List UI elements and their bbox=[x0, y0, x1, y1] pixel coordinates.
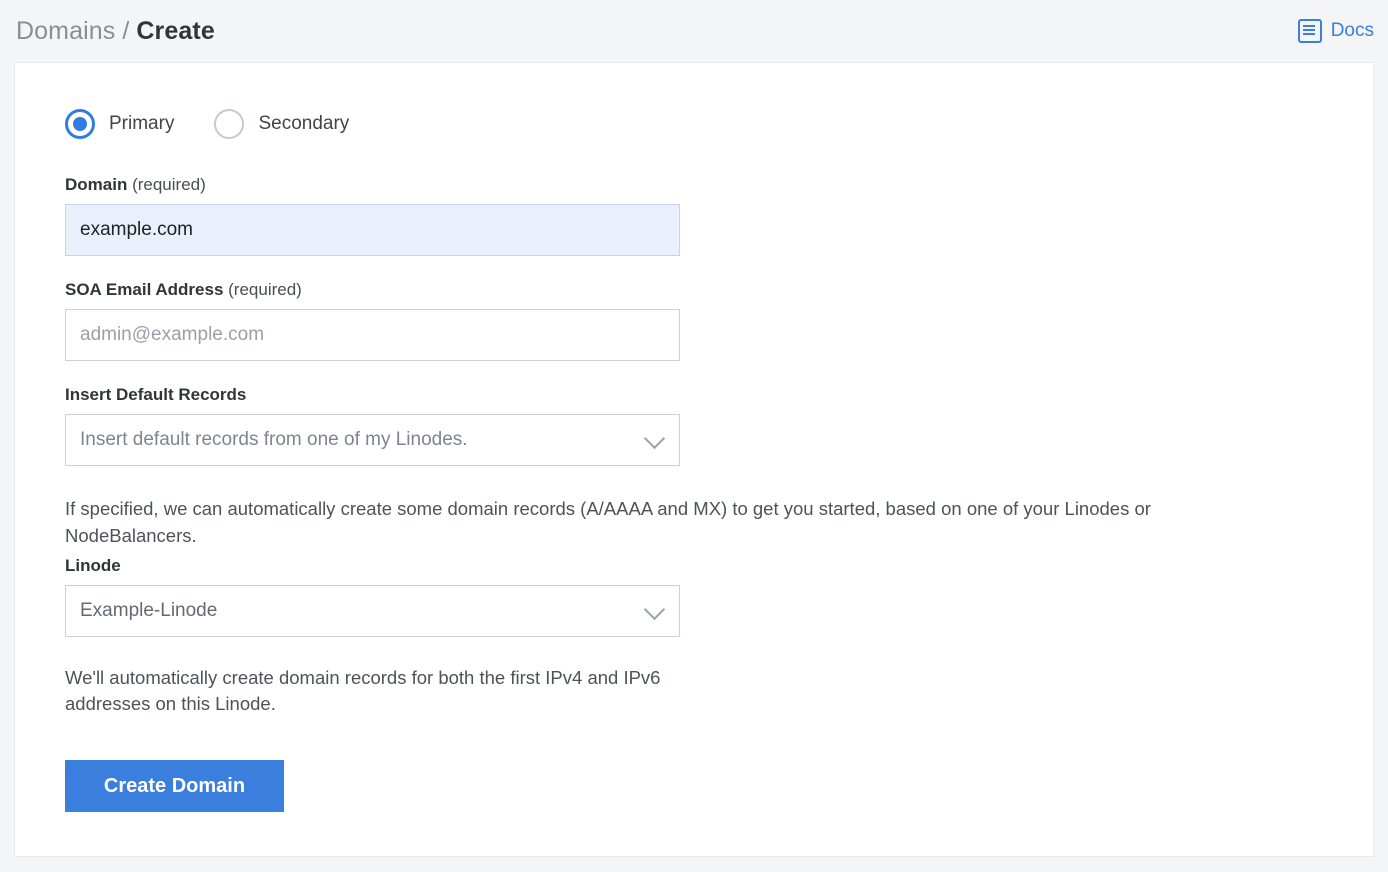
linode-select[interactable]: Example-Linode bbox=[65, 585, 680, 637]
soa-email-input[interactable] bbox=[65, 309, 680, 361]
radio-secondary-icon[interactable] bbox=[214, 109, 244, 139]
domain-field bbox=[65, 175, 1373, 256]
domain-required-text: (required) bbox=[132, 175, 206, 194]
insert-default-records-select-wrap bbox=[65, 414, 680, 466]
domain-input[interactable] bbox=[65, 204, 680, 256]
docs-link[interactable] bbox=[1298, 19, 1374, 43]
linode-help: We'll automatically create domain records for both the first IPv4 and IPv6 addresses on this Linode. bbox=[65, 666, 661, 715]
breadcrumb bbox=[16, 17, 215, 46]
soa-email-label-text: SOA Email Address bbox=[65, 280, 224, 299]
create-domain-button[interactable]: Create Domain bbox=[65, 760, 284, 812]
linode-select-wrap bbox=[65, 585, 680, 637]
breadcrumb-domains-link[interactable]: Domains bbox=[16, 16, 116, 45]
domain-type-radio-group bbox=[65, 109, 1373, 139]
radio-primary-label: Primary bbox=[109, 113, 175, 134]
soa-email-label bbox=[65, 280, 1373, 300]
linode-label: Linode bbox=[65, 555, 121, 575]
breadcrumb-current: Create bbox=[136, 16, 215, 45]
radio-primary-icon[interactable] bbox=[65, 109, 95, 139]
insert-default-records-field bbox=[65, 385, 1373, 466]
radio-secondary-label: Secondary bbox=[258, 113, 350, 134]
insert-default-records-select[interactable]: Insert default records from one of my Linodes. bbox=[65, 414, 680, 466]
radio-option-primary[interactable] bbox=[65, 109, 174, 139]
page-header bbox=[0, 0, 1388, 62]
document-icon bbox=[1298, 19, 1322, 43]
soa-email-required-text: (required) bbox=[228, 280, 302, 299]
linode-field bbox=[65, 556, 1373, 637]
docs-label: Docs bbox=[1330, 20, 1374, 41]
soa-email-field bbox=[65, 280, 1373, 361]
domain-label-text: Domain bbox=[65, 175, 128, 194]
insert-default-records-help: If specified, we can automatically create some domain records (A/AAAA and MX) to get you started, based on one of your Linodes or NodeBalancers. bbox=[65, 498, 1151, 546]
radio-option-secondary[interactable] bbox=[214, 109, 349, 139]
domain-label bbox=[65, 175, 1373, 195]
breadcrumb-separator: / bbox=[122, 16, 130, 45]
create-domain-panel bbox=[14, 62, 1374, 857]
insert-default-records-label: Insert Default Records bbox=[65, 385, 247, 404]
